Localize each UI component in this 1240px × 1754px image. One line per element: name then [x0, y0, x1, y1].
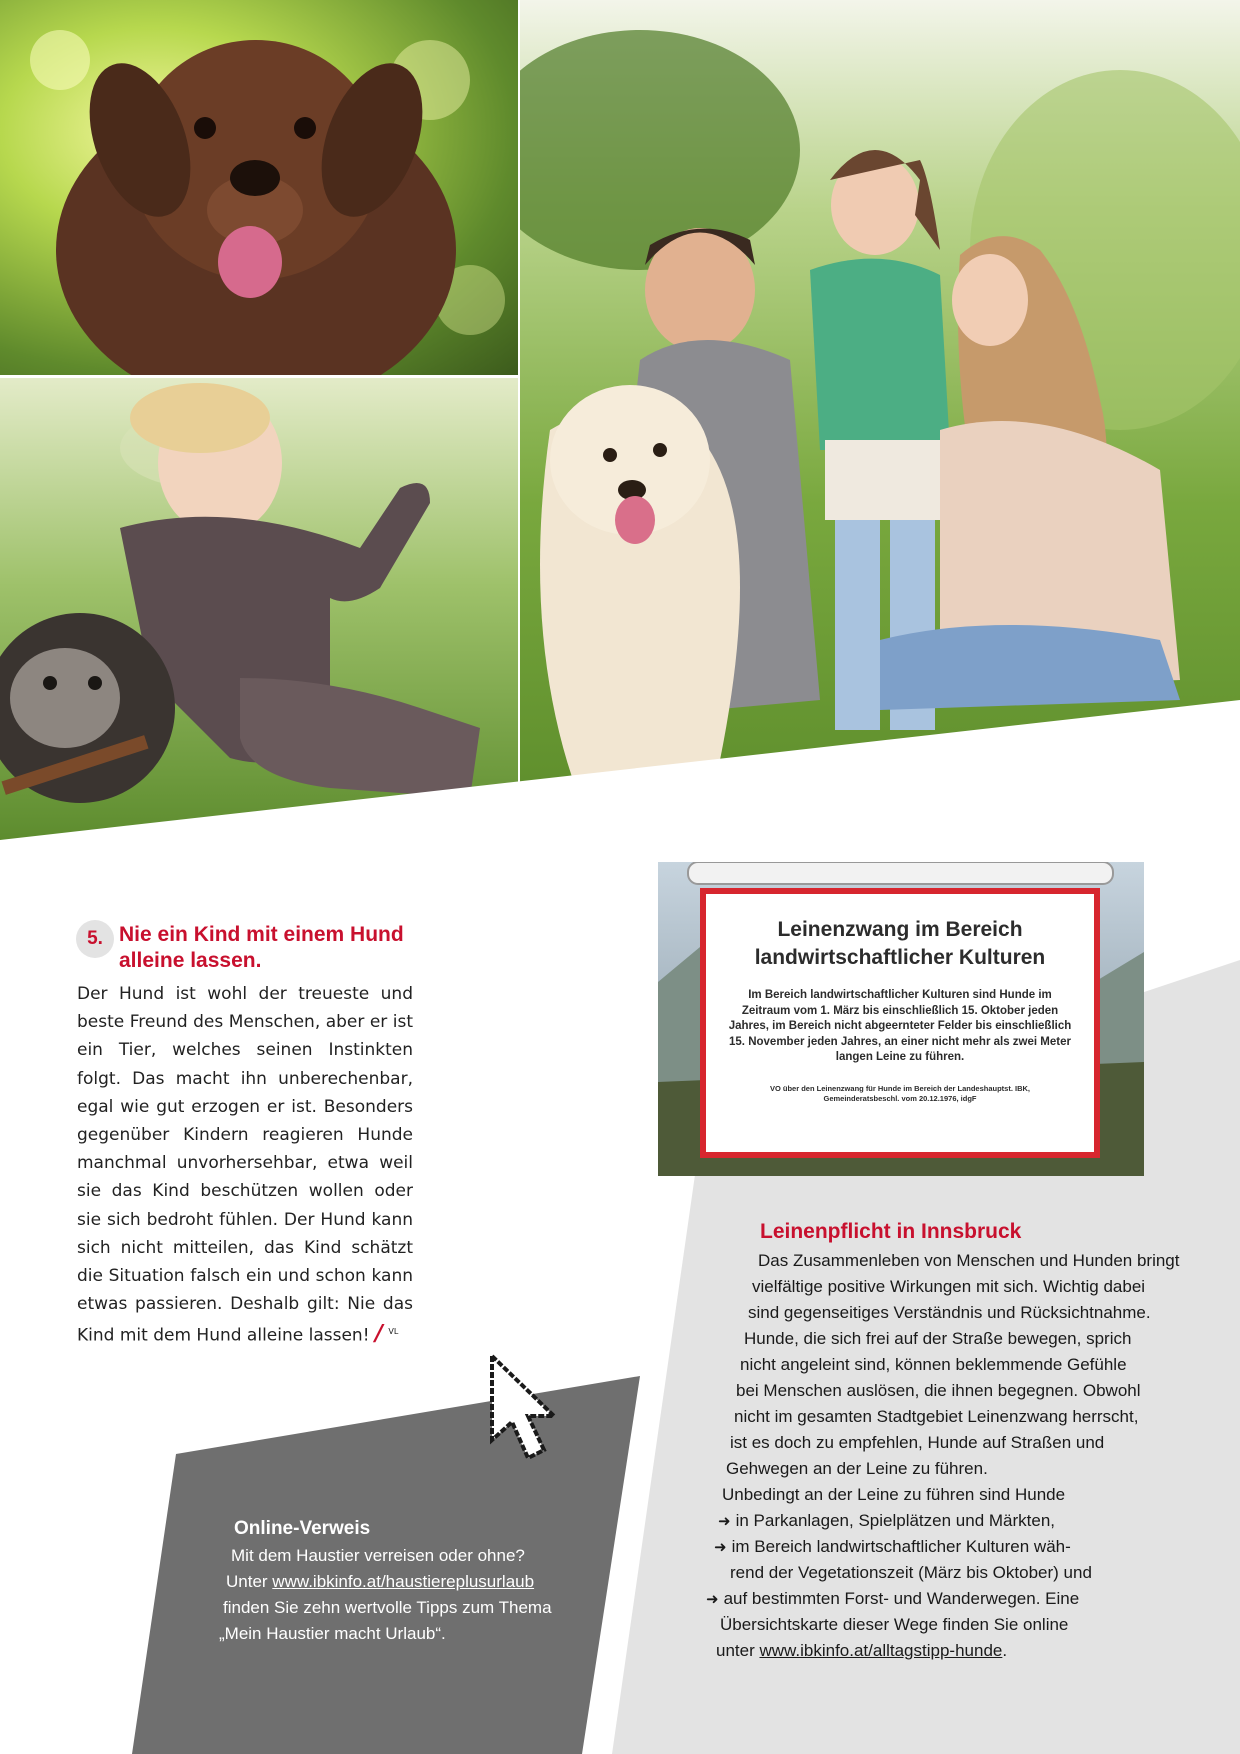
- leash-link-suffix: .: [1002, 1641, 1008, 1660]
- leash-line: Unbedingt an der Leine zu führen sind Hunde: [722, 1485, 1066, 1504]
- leash-sign: [700, 888, 1100, 1158]
- puppy-photo: [0, 0, 518, 375]
- mouse-cursor-icon: [488, 1352, 588, 1472]
- hunde-link[interactable]: www.ibkinfo.at/alltagstipp-hunde: [759, 1641, 1003, 1660]
- online-link-prefix: Unter: [226, 1572, 273, 1591]
- leash-line: Übersichtskarte dieser Wege finden Sie online: [720, 1615, 1069, 1634]
- leash-line: nicht angeleint sind, können beklemmende Gefühle: [740, 1355, 1127, 1374]
- leash-link-prefix: unter: [716, 1641, 760, 1660]
- leash-line: Gehwegen an der Leine zu führen.: [726, 1459, 988, 1478]
- tip-body-text: Der Hund ist wohl der treueste und beste Freund des Menschen, aber er ist ein Tier, welches seinen Instinkten folgt. Das macht ihn unberechenbar, egal wie gut erzogen er ist. Besonders gegenüber Kindern reagieren Hunde manchmal unvorhersehbar, etwa weil sie das Kind beschützen wollen oder sie sich bedroht fühlen. Der Hund kann sich nicht mitteilen, das Kind schätzt die Situation falsch ein und schon kann etwas passieren. Deshalb gilt: Nie das Kind mit dem Hund alleine lassen!: [77, 984, 413, 1347]
- online-title: Online-Verweis: [234, 1518, 371, 1539]
- leash-line: Hunde, die sich frei auf der Straße bewegen, sprich: [744, 1329, 1132, 1348]
- leash-bullet: [714, 1537, 1071, 1558]
- sign-text: Im Bereich landwirtschaftlicher Kulturen sind Hunde im Zeitraum vom 1. März bis einschließlich 15. Oktober jeden Jahres, im Bereich nicht abgeernteter Felder bis einschließlich 15. November jeden Jahres, an einer nicht mehr als zwei Meter langen Leine zu führen.: [728, 989, 1072, 1063]
- photo-collage: [0, 0, 1240, 840]
- sign-footer: VO über den Leinenzwang für Hunde im Bereich der Landeshauptst. IBK, Gemeinderatsbeschl. vom 20.12.1976, idgF: [769, 1083, 1031, 1103]
- leash-section-title: Leinenpflicht in Innsbruck: [760, 1220, 1022, 1243]
- leash-link-line: [716, 1641, 1007, 1661]
- online-link-line: [226, 1572, 534, 1592]
- online-line: Mit dem Haustier verreisen oder ohne?: [231, 1546, 525, 1565]
- arrow-right-icon: ➜: [706, 1591, 719, 1608]
- leash-sign-photo: [658, 862, 1144, 1176]
- leash-bullet: [718, 1511, 1055, 1532]
- leash-line: Das Zusammenleben von Menschen und Hunden bringt: [758, 1251, 1180, 1270]
- tip-number: 5.: [76, 920, 114, 958]
- sign-title-line1: Leinenzwang im Bereich: [777, 918, 1023, 941]
- leash-line: bei Menschen auslösen, die ihnen begegnen. Obwohl: [736, 1381, 1141, 1400]
- leash-line: nicht im gesamten Stadtgebiet Leinenzwang herrscht,: [734, 1407, 1139, 1426]
- tip-body: [77, 980, 413, 1350]
- online-line: „Mein Haustier macht Urlaub“.: [219, 1624, 446, 1643]
- family-with-dog-photo: [520, 0, 1240, 840]
- sign-title-line2: landwirtschaftlicher Kulturen: [754, 946, 1046, 969]
- sign-title: [706, 916, 1094, 972]
- author-initials: VL: [388, 1327, 399, 1337]
- leash-bullet-text: auf bestimmten Forst- und Wanderwegen. Eine: [723, 1589, 1080, 1608]
- leash-line: ist es doch zu empfehlen, Hunde auf Straßen und: [730, 1433, 1105, 1452]
- haustier-link[interactable]: www.ibkinfo.at/haustiereplusurlaub: [272, 1572, 535, 1591]
- leash-bullet-continuation: rend der Vegetationszeit (März bis Oktober) und: [730, 1563, 1092, 1582]
- leash-line: sind gegenseitiges Verständnis und Rücksichtnahme.: [748, 1303, 1151, 1322]
- leash-bullet-text: im Bereich landwirtschaftlicher Kulturen wäh-: [731, 1537, 1071, 1556]
- leash-bullet-text: in Parkanlagen, Spielplätzen und Märkten,: [735, 1511, 1056, 1530]
- arrow-right-icon: ➜: [718, 1513, 731, 1530]
- leash-bullet: [706, 1589, 1079, 1610]
- online-line: finden Sie zehn wertvolle Tipps zum Thema: [223, 1598, 552, 1617]
- tip-title: Nie ein Kind mit einem Hund alleine lassen.: [119, 923, 404, 972]
- leash-line: vielfältige positive Wirkungen mit sich. Wichtig dabei: [752, 1277, 1146, 1296]
- arrow-right-icon: ➜: [714, 1539, 727, 1556]
- baby-with-dog-photo: [0, 378, 518, 840]
- tip-end-mark: /: [374, 1322, 383, 1348]
